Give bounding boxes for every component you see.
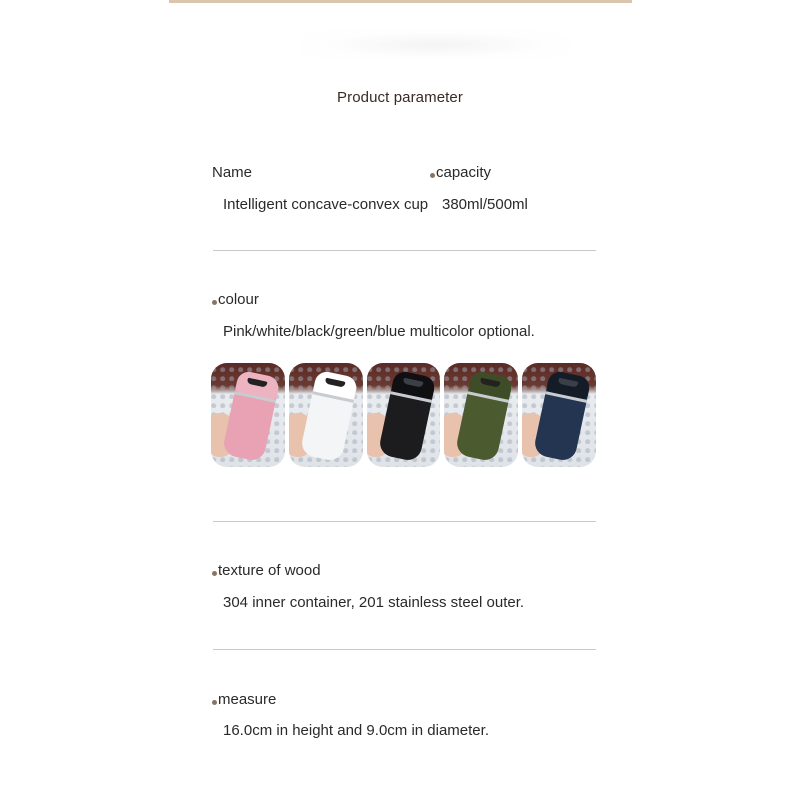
- material-label-text: texture of wood: [218, 562, 321, 579]
- material-value: 304 inner container, 201 stainless steel outer.: [223, 594, 525, 611]
- capacity-label-text: capacity: [436, 164, 492, 181]
- faint-watermark: [300, 30, 570, 60]
- bullet-dot-icon: [212, 300, 217, 305]
- capacity-value: 380ml/500ml: [442, 196, 528, 213]
- colour-label: [212, 291, 259, 308]
- measure-label: [212, 691, 276, 708]
- swatch-blue[interactable]: [522, 363, 596, 467]
- top-accent-bar: [169, 0, 632, 3]
- cup-pink: [222, 379, 279, 462]
- divider: [213, 521, 596, 522]
- divider: [213, 649, 596, 650]
- cup-blue: [533, 379, 590, 462]
- cup-black: [377, 379, 434, 462]
- bullet-dot-icon: [212, 700, 217, 705]
- bullet-dot-icon: [430, 173, 435, 178]
- page-title: Product parameter: [337, 89, 463, 106]
- swatch-white[interactable]: [289, 363, 363, 467]
- name-label-text: Name: [212, 164, 253, 181]
- swatch-green[interactable]: [444, 363, 518, 467]
- capacity-label: [430, 164, 491, 181]
- cup-green: [455, 379, 512, 462]
- colour-label-text: colour: [218, 291, 259, 308]
- name-value: Intelligent concave-convex cup: [223, 196, 429, 213]
- colour-value: Pink/white/black/green/blue multicolor optional.: [223, 323, 535, 340]
- bullet-dot-icon: [212, 571, 217, 576]
- measure-label-text: measure: [218, 691, 277, 708]
- measure-value: 16.0cm in height and 9.0cm in diameter.: [223, 722, 489, 739]
- swatch-pink[interactable]: [211, 363, 285, 467]
- cup-white: [299, 379, 356, 462]
- material-label: [212, 562, 321, 579]
- colour-swatch-gallery: [211, 363, 596, 467]
- swatch-black[interactable]: [367, 363, 441, 467]
- divider: [213, 250, 596, 251]
- name-label: [212, 164, 252, 181]
